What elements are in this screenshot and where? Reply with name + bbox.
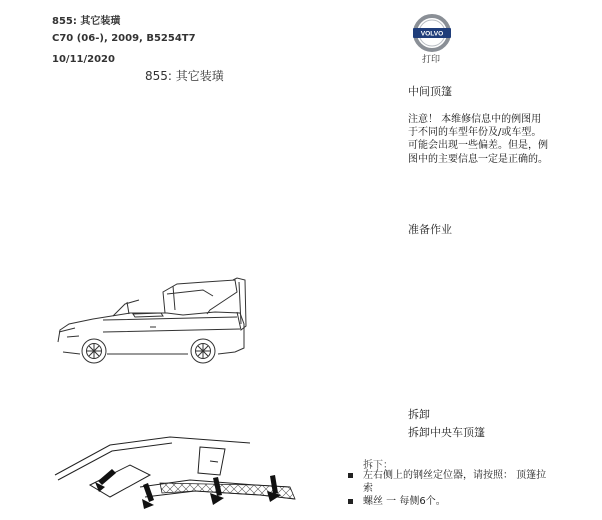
car-illustration bbox=[55, 272, 250, 372]
section-title: 中间顶篷 bbox=[408, 85, 452, 98]
removal-heading: 拆卸 bbox=[408, 408, 430, 421]
prep-heading: 准备作业 bbox=[408, 223, 452, 236]
removal-steps-list bbox=[348, 469, 548, 508]
print-link[interactable]: 打印 bbox=[422, 55, 441, 65]
steps-heading: 拆下： bbox=[363, 460, 393, 471]
page-title: 855: 其它装璜 bbox=[145, 69, 224, 83]
volvo-logo-icon bbox=[412, 13, 452, 53]
list-item bbox=[348, 469, 548, 495]
logo-text: VOLVO bbox=[420, 30, 444, 38]
list-item bbox=[348, 495, 548, 508]
step-text: 螺丝 一 每侧6个。 bbox=[363, 496, 446, 507]
removal-subheading: 拆卸中央车顶篷 bbox=[408, 426, 485, 439]
step-text: 左右侧上的钢丝定位器，请按照： 顶篷拉索 bbox=[363, 470, 547, 494]
bullet-icon bbox=[348, 473, 353, 478]
header-section: 855: 其它装璜 bbox=[52, 16, 121, 27]
roof-detail-illustration bbox=[50, 425, 300, 520]
header-model: C70 (06-), 2009, B5254T7 bbox=[52, 33, 196, 44]
header-date: 10/11/2020 bbox=[52, 54, 115, 65]
bullet-icon bbox=[348, 499, 353, 504]
note-text: 注意！ 本维修信息中的例图用于不同的车型年份及/或车型。可能会出现一些偏差。但是，例图中的主要信息一定是正确的。 bbox=[408, 114, 548, 165]
